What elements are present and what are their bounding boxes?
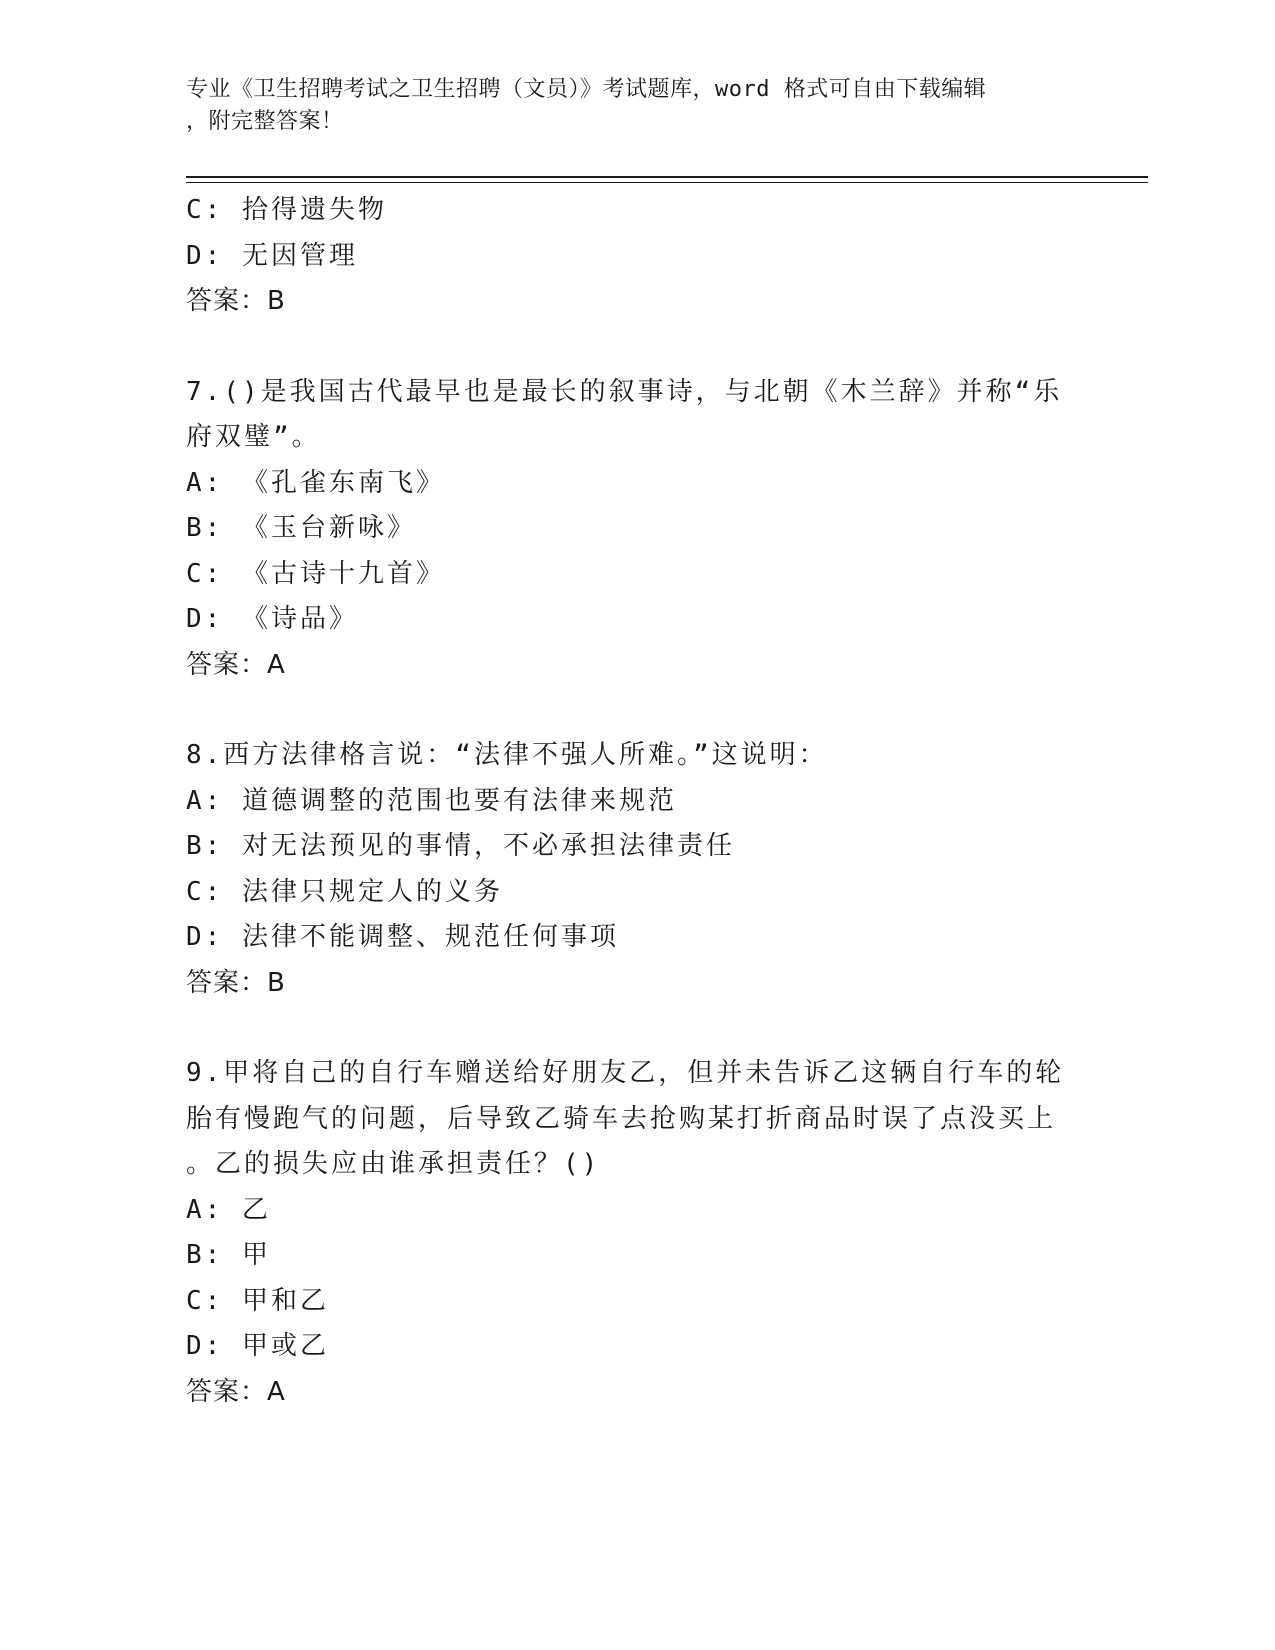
option-b: B: 对无法预见的事情，不必承担法律责任 — [186, 831, 735, 861]
answer: 答案：B — [186, 286, 286, 316]
header-divider-thick — [186, 176, 1148, 178]
question-content — [186, 188, 1066, 1415]
option-a: A: 道德调整的范围也要有法律来规范 — [186, 785, 677, 816]
question-8 — [186, 733, 1066, 1006]
option-c: C: 法律只规定人的义务 — [186, 876, 503, 907]
header-line-2: ，附完整答案！ — [186, 109, 344, 134]
previous-question-tail — [186, 188, 1066, 325]
option-b: B: 《玉台新咏》 — [186, 513, 416, 543]
document-header — [186, 74, 1066, 138]
option-d: D: 《诗品》 — [186, 604, 358, 634]
question-text-line: 9.甲将自己的自行车赠送给好朋友乙，但并未告诉乙这辆自行车的轮 — [186, 1058, 1065, 1088]
option-c: C: 拾得遗失物 — [186, 195, 387, 225]
option-a: A: 乙 — [186, 1194, 271, 1225]
header-line-1: 专业《卫生招聘考试之卫生招聘（文员）》考试题库，word 格式可自由下载编辑 — [186, 77, 987, 102]
question-text-line: 胎有慢跑气的问题，后导致乙骑车去抢购某打折商品时误了点没买上 — [186, 1103, 1057, 1134]
question-text-line: 8.西方法律格言说：“法律不强人所难。”这说明： — [186, 740, 828, 770]
option-d: D: 甲或乙 — [186, 1331, 329, 1361]
spacer — [186, 325, 1066, 370]
answer: 答案：A — [186, 649, 286, 680]
spacer — [186, 1006, 1066, 1051]
answer: 答案：B — [186, 967, 286, 998]
question-text-line: 府双璧”。 — [186, 422, 321, 452]
question-9 — [186, 1051, 1066, 1415]
option-c: C: 《古诗十九首》 — [186, 558, 445, 589]
option-c: C: 甲和乙 — [186, 1285, 329, 1316]
option-d: D: 法律不能调整、规范任何事项 — [186, 922, 619, 952]
question-7 — [186, 370, 1066, 689]
answer: 答案：A — [186, 1376, 286, 1407]
option-b: B: 甲 — [186, 1240, 271, 1270]
question-text-line: 7.()是我国古代最早也是最长的叙事诗，与北朝《木兰辞》并称“乐 — [186, 376, 1063, 407]
header-divider-thin — [186, 182, 1148, 183]
spacer — [186, 688, 1066, 733]
option-d: D: 无因管理 — [186, 240, 358, 271]
question-text-line: 。乙的损失应由谁承担责任？() — [186, 1149, 601, 1179]
option-a: A: 《孔雀东南飞》 — [186, 467, 445, 498]
